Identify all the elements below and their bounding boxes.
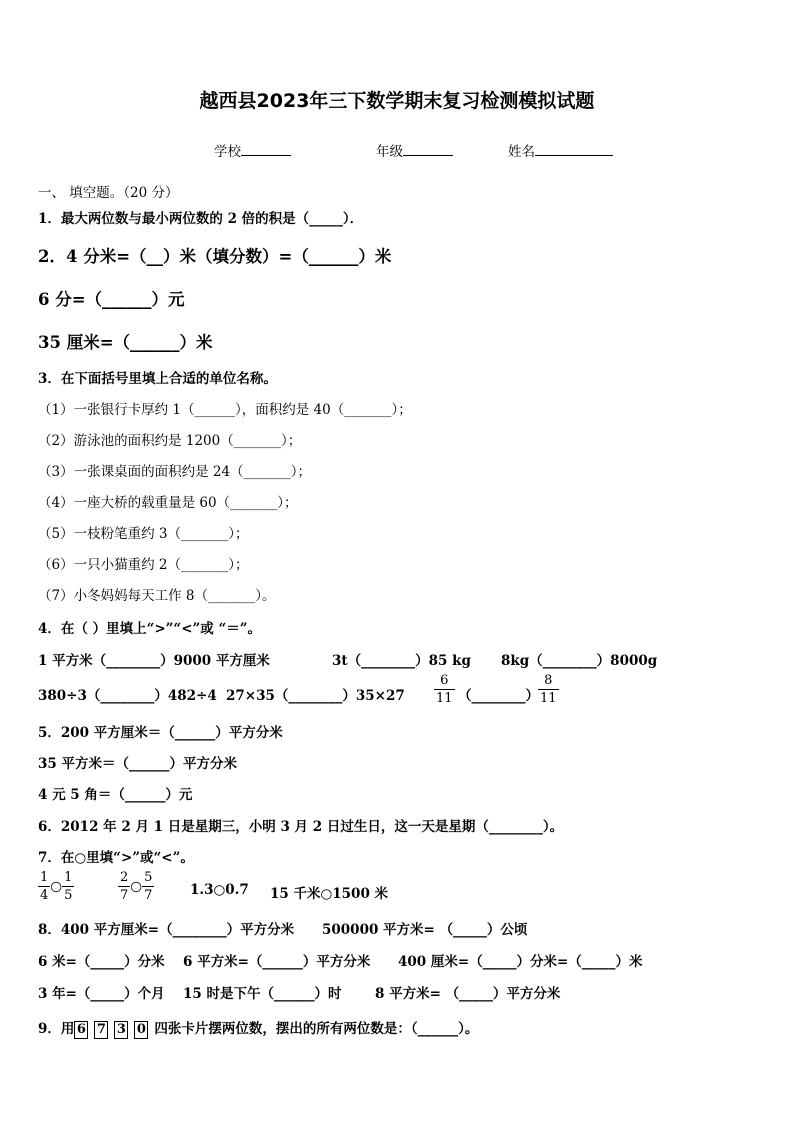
question-3-item: （5）一枝粉笔重约 3（_______）； bbox=[38, 526, 249, 542]
question-8-item: 8．400 平方厘米=（________）平方分米 bbox=[38, 922, 295, 938]
question-8-item: 6 平方米=（______）平方分米 bbox=[183, 954, 371, 970]
question-8-item: 6 米=（_____）分米 bbox=[38, 954, 165, 970]
name-field[interactable] bbox=[508, 140, 613, 160]
question-2c: 35 厘米=（______）米 bbox=[38, 333, 213, 352]
fraction-6-11 bbox=[434, 674, 455, 705]
question-7-item-1 bbox=[38, 871, 74, 902]
fraction-denominator: 7 bbox=[144, 888, 153, 903]
question-2b: 6 分=（______）元 bbox=[38, 290, 185, 309]
fraction-numerator: 8 bbox=[538, 674, 559, 690]
question-9 bbox=[38, 1017, 478, 1039]
question-8-item: 500000 平方米= （_____）公顷 bbox=[322, 922, 528, 938]
digit-card: 6 bbox=[74, 1021, 88, 1039]
fraction-denominator: 7 bbox=[120, 888, 129, 903]
question-5-item: 4 元 5 角＝（______）元 bbox=[38, 787, 193, 803]
fraction-numerator: 2 bbox=[120, 870, 129, 885]
question-8-item: 8 平方米= （_____）平方分米 bbox=[375, 986, 561, 1002]
question-4-item: 1 平方米（________）9000 平方厘米 bbox=[38, 653, 270, 669]
fraction-denominator: 11 bbox=[540, 691, 557, 706]
question-3-item: （1）一张银行卡厚约 1（______），面积约是 40（_______）； bbox=[38, 402, 412, 418]
digit-card: 7 bbox=[94, 1021, 108, 1039]
fraction-denominator: 5 bbox=[64, 888, 73, 903]
question-3-item: （7）小冬妈妈每天工作 8（_______）。 bbox=[38, 588, 276, 604]
grade-field[interactable] bbox=[376, 140, 453, 160]
question-7-item-4: 15 千米○1500 米 bbox=[270, 886, 389, 902]
question-3-item: （3）一张课桌面的面积约是 24（_______）； bbox=[38, 464, 312, 480]
question-8-item: 15 时是下午（______）时 bbox=[183, 986, 342, 1002]
section-heading: 一、 填空题。（20 分） bbox=[38, 185, 179, 201]
page-title: 越西县2023年三下数学期末复习检测模拟试题 bbox=[199, 90, 595, 112]
question-4-item: 380÷3（________）482÷4 bbox=[38, 688, 217, 704]
fraction-8-11 bbox=[538, 674, 559, 705]
question-7-item-3: 1.3○0.7 bbox=[190, 882, 249, 898]
fraction-numerator: 1 bbox=[40, 870, 49, 885]
question-7-stem: 7．在○里填“>”或“<”。 bbox=[38, 850, 194, 866]
compare-circle: ○ bbox=[50, 878, 63, 895]
question-2a: 2．4 分米=（__）米（填分数）=（______）米 bbox=[38, 247, 392, 266]
question-3-stem: 3．在下面括号里填上合适的单位名称。 bbox=[38, 371, 277, 387]
question-5-item: 35 平方米＝（______）平方分米 bbox=[38, 756, 237, 772]
fraction-numerator: 5 bbox=[144, 870, 153, 885]
question-7-item-2 bbox=[118, 871, 154, 902]
name-label: 姓名 bbox=[508, 144, 535, 160]
digit-card: 0 bbox=[134, 1021, 148, 1039]
question-8-item: 400 厘米=（_____）分米=（_____）米 bbox=[398, 954, 643, 970]
question-8-item: 3 年=（_____）个月 bbox=[38, 986, 165, 1002]
question-1: 1．最大两位数与最小两位数的 2 倍的积是（_____）． bbox=[38, 211, 364, 227]
digit-card: 3 bbox=[114, 1021, 128, 1039]
question-4-item: 8kg（________）8000g bbox=[501, 653, 658, 669]
question-4-stem: 4．在（ ）里填上“>”“<”或 “＝”。 bbox=[38, 621, 262, 637]
fraction-denominator: 4 bbox=[40, 888, 49, 903]
question-3-item: （2）游泳池的面积约是 1200（_______）； bbox=[38, 433, 302, 449]
fraction-numerator: 1 bbox=[64, 870, 73, 885]
school-label: 学校 bbox=[214, 144, 241, 160]
question-4-item: 3t（________）85 kg bbox=[332, 653, 471, 669]
question-3-item: （6）一只小猫重约 2（_______）； bbox=[38, 557, 249, 573]
fraction-denominator: 11 bbox=[436, 691, 453, 706]
question-4-blank: （________） bbox=[458, 688, 539, 704]
question-3-item: （4）一座大桥的载重量是 60（_______）； bbox=[38, 495, 298, 511]
question-6: 6．2012 年 2 月 1 日是星期三，小明 3 月 2 日过生日，这一天是星期（________）。 bbox=[38, 819, 564, 835]
question-5-item: 5．200 平方厘米＝（______）平方分米 bbox=[38, 725, 283, 741]
question-9-suffix: 四张卡片摆两位数，摆出的所有两位数是：（______）。 bbox=[154, 1021, 479, 1037]
compare-circle: ○ bbox=[130, 878, 143, 895]
fraction-numerator: 6 bbox=[434, 674, 455, 690]
school-field[interactable] bbox=[214, 140, 291, 160]
question-9-prefix: 9．用 bbox=[38, 1021, 75, 1037]
grade-label: 年级 bbox=[376, 144, 403, 160]
question-4-item: 27×35（________）35×27 bbox=[226, 688, 405, 704]
